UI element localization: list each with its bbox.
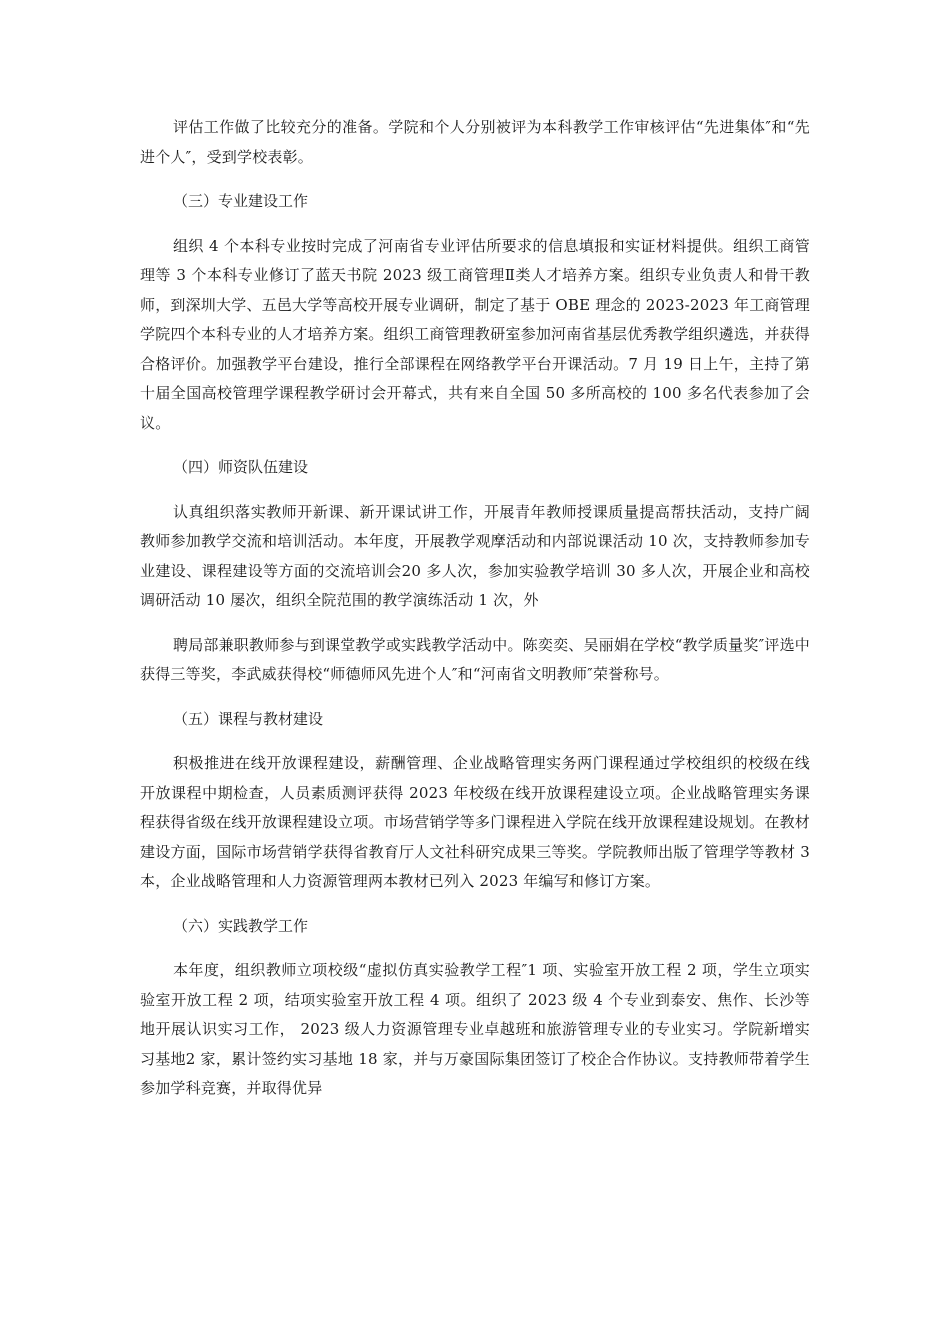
paragraph-practice-teaching: 本年度，组织教师立项校级“虚拟仿真实验教学工程″1 项、实验室开放工程 2 项，学生立项实验室开放工程 2 项，结项实验室开放工程 4 项。组织了 2023 级 4 个专业到泰安、焦作、长沙等地开展认识实习工作， 2023 级人力资源管理专业卓越班和旅游管理专业的专业实习。学院新增实习基地2 家，累计签约实习基地 18 家，并与万豪国际集团签订了校企合作协议。支持教师带着学生参加学科竞赛，并取得优异 bbox=[140, 961, 810, 1097]
heading-practice-teaching: （六）实践教学工作 bbox=[173, 916, 309, 935]
paragraph-intro: 评估工作做了比较充分的准备。学院和个人分别被评为本科教学工作审核评估“先进集体″和“先进个人″，受到学校表彰。 bbox=[140, 118, 810, 166]
paragraph-major-construction: 组织 4 个本科专业按时完成了河南省专业评估所要求的信息填报和实证材料提供。组织工商管理等 3 个本科专业修订了蓝天书院 2023 级工商管理Ⅱ类人才培养方案。组织专业负责人和骨干教师，到深圳大学、五邑大学等高校开展专业调研，制定了基于 OBE 理念的 2023-2023 年工商管理学院四个本科专业的人才培养方案。组织工商管理教研室参加河南省基层优秀教学组织遴选，并获得合格评价。加强教学平台建设，推行全部课程在网络教学平台开课活动。7 月 19 日上午，主持了第十届全国高校管理学课程教学研讨会开幕式，共有来自全国 50 多所高校的 100 多名代表参加了会议。 bbox=[140, 236, 810, 432]
paragraph-course-textbook: 积极推进在线开放课程建设，薪酬管理、企业战略管理实务两门课程通过学校组织的校级在线开放课程中期检查，人员素质测评获得 2023 年校级在线开放课程建设立项。企业战略管理实务课程获得省级在线开放课程建设立项。市场营销学等多门课程进入学院在线开放课程建设规划。在教材建设方面，国际市场营销学获得省教育厅人文社科研究成果三等奖。学院教师出版了管理学等教材 3 本，企业战略管理和人力资源管理两本教材已列入 2023 年编写和修订方案。 bbox=[140, 754, 810, 890]
heading-course-textbook: （五）课程与教材建设 bbox=[173, 709, 324, 728]
paragraph-faculty-building-1: 认真组织落实教师开新课、新开课试讲工作，开展青年教师授课质量提高帮扶活动，支持广阔教师参加教学交流和培训活动。本年度，开展教学观摩活动和内部说课活动 10 次，支持教师参加专业建设、课程建设等方面的交流培训会20 多人次，参加实验教学培训 30 多人次，开展企业和高校调研活动 10 屡次，组织全院范围的教学演练活动 1 次，外 bbox=[140, 502, 810, 609]
heading-major-construction: （三）专业建设工作 bbox=[173, 192, 309, 210]
paragraph-faculty-building-2: 聘局部兼职教师参与到课堂教学或实践教学活动中。陈奕奕、吴丽娟在学校“教学质量奖″评选中获得三等奖，李武威获得校“师德师风先进个人″和“河南省文明教师″荣誉称号。 bbox=[140, 635, 810, 683]
document-page bbox=[140, 113, 810, 1104]
heading-faculty-building: （四）师资队伍建设 bbox=[173, 458, 309, 476]
